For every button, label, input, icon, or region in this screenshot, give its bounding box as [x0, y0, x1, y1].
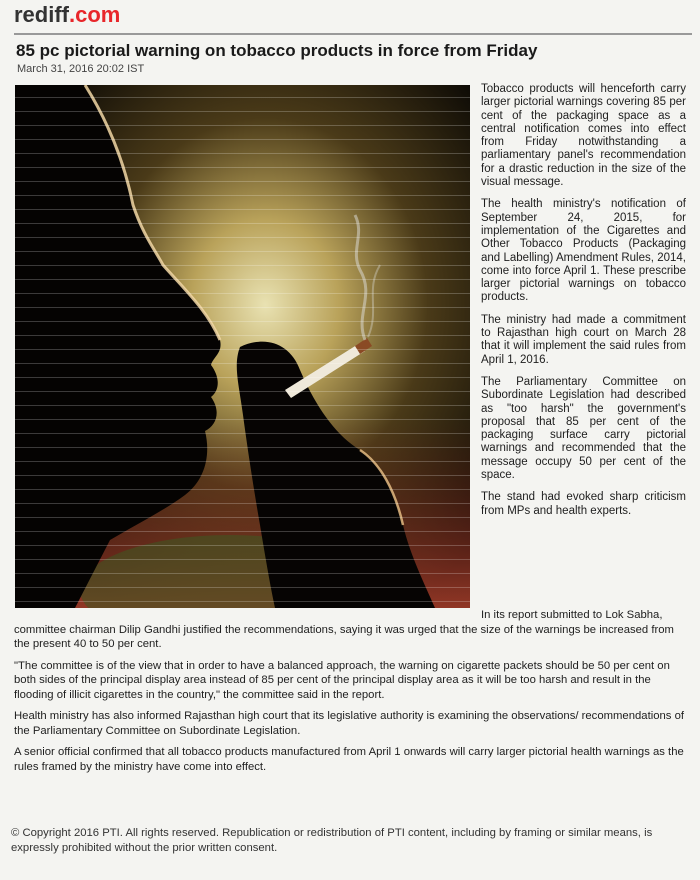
article-paragraph-3: The ministry had made a commitment to Rajasthan high court on March 28 that it will implement the said rules from April 1, 2016. [481, 313, 686, 366]
article-title: 85 pc pictorial warning on tobacco products in force from Friday [16, 41, 538, 60]
article-body [14, 608, 690, 781]
article-paragraph-1: Tobacco products will henceforth carry larger pictorial warnings covering 85 per cent of the packaging space as a central notification comes into effect from Friday notwithstanding a parliamentary panel's recommendation for a drastic reduction in the size of the visual message. [481, 83, 686, 189]
article-paragraph-9: A senior official confirmed that all tobacco products manufactured from April 1 onwards will carry larger pictorial health warnings as the rules framed by the ministry have come into effect. [14, 746, 684, 773]
site-logo[interactable] [14, 2, 120, 28]
article-paragraph-5: The stand had evoked sharp criticism from MPs and health experts. [481, 491, 686, 517]
article-paragraph-6: In its report submitted to Lok Sabha, committee chairman Dilip Gandhi justified the recommendations, saying it was urged that the size of the warnings be increased from the present 40 to 50 per cent. [14, 609, 674, 650]
article-paragraph-8: Health ministry has also informed Rajasthan high court that its legislative authority is examining the observations/ recommendations of the Parliamentary Committee on Subordinate Legislation. [14, 710, 684, 737]
article-date: March 31, 2016 20:02 IST [17, 63, 145, 75]
header-divider [14, 33, 692, 35]
logo-tld: .com [69, 2, 121, 27]
article-side-column [481, 83, 686, 527]
smoking-silhouette-photo [15, 85, 470, 608]
logo-name: rediff [14, 2, 69, 27]
article-paragraph-4: The Parliamentary Committee on Subordinate Legislation had described as "too harsh" the government's proposal that 85 per cent of the packaging surface carry pictorial warnings and recommended that the message occupy 50 per cent of the space. [481, 375, 686, 482]
article-paragraph-2: The health ministry's notification of September 24, 2015, for implementation of the Cigarettes and Other Tobacco Products (Packaging and Labelling) Amendment Rules, 2014, come into force April 1. These prescribe larger pictorial warnings on tobacco products. [481, 198, 686, 304]
copyright-notice: © Copyright 2016 PTI. All rights reserved. Republication or redistribution of PTI content, including by framing or similar means, is expressly prohibited without the prior written consent. [11, 827, 653, 854]
article-paragraph-7: "The committee is of the view that in order to have a balanced approach, the warning on cigarette packets should be 50 per cent on both sides of the principal display area instead of 85 per cent of the principal display area as it will be too harsh and result in the flooding of illicit cigarettes in the country," the committee said in the report. [14, 659, 670, 701]
